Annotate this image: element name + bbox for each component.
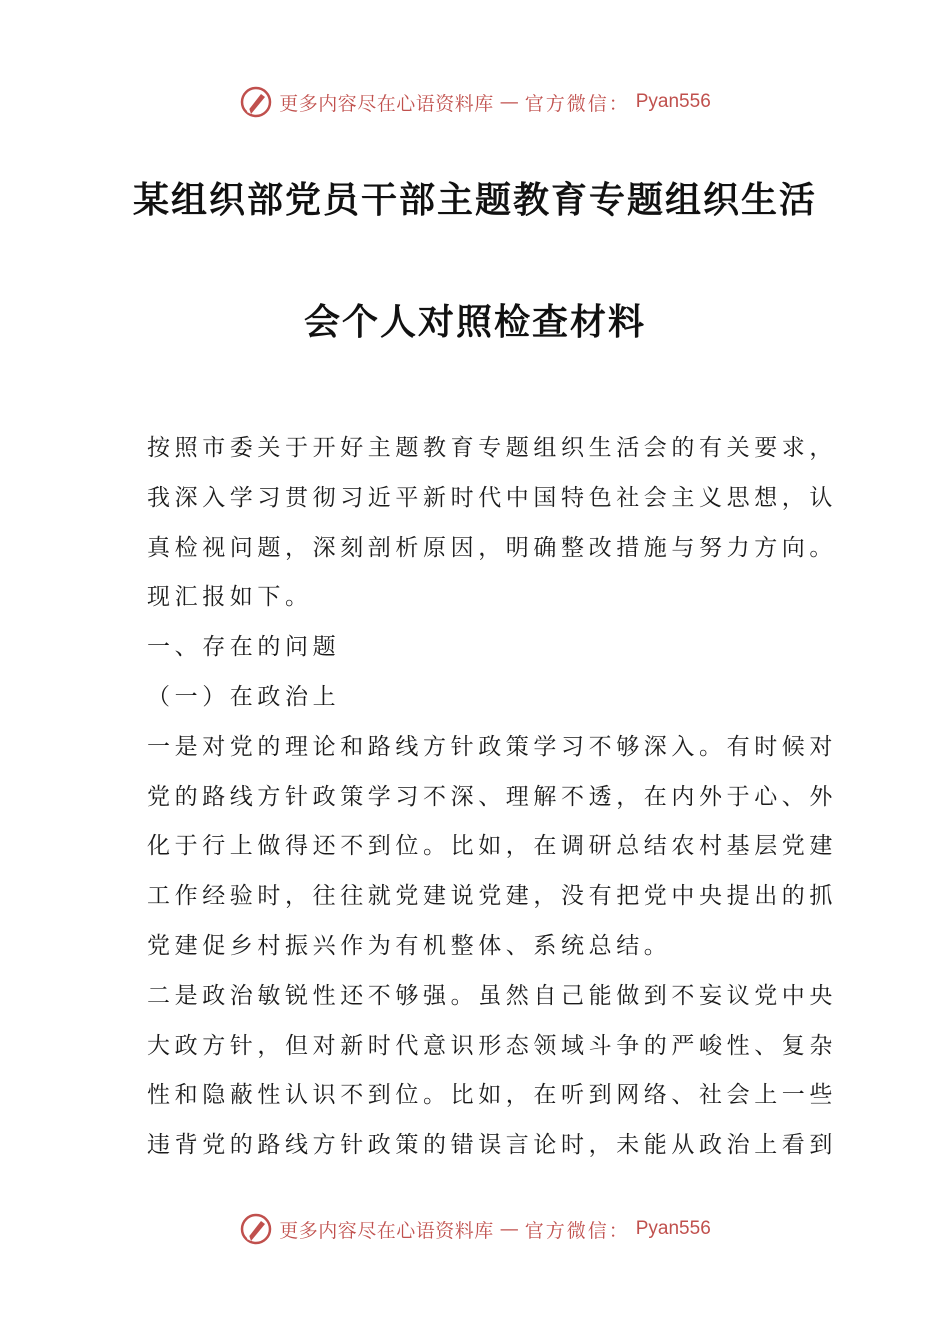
body-line: 大政方针，但对新时代意识形态领域斗争的严峻性、复杂 xyxy=(147,1032,837,1059)
section-heading: 一、存在的问题 xyxy=(147,634,341,661)
banner-wechat-label: 官方微信： xyxy=(524,1219,630,1242)
pen-logo-icon xyxy=(239,85,273,119)
body-line: 化于行上做得还不到位。比如，在调研总结农村基层党建 xyxy=(147,833,837,860)
banner-dash: — xyxy=(499,91,519,113)
body-line: 二是政治敏锐性还不够强。虽然自己能做到不妄议党中央 xyxy=(147,982,837,1009)
document-title-line-2: 会个人对照检查材料 xyxy=(303,301,646,343)
body-line: 真检视问题，深刻剖析原因，明确整改措施与努力方向。 xyxy=(147,534,837,561)
body-line: 违背党的路线方针政策的错误言论时，未能从政治上看到 xyxy=(147,1132,837,1159)
body-line: 性和隐蔽性认识不到位。比如，在听到网络、社会上一些 xyxy=(147,1082,837,1109)
banner-wechat-account: Pyan556 xyxy=(635,1218,711,1239)
document-title-line-1: 某组织部党员干部主题教育专题组织生活 xyxy=(132,179,817,221)
body-line: 按照市委关于开好主题教育专题组织生活会的有关要求， xyxy=(147,435,837,461)
banner-dash: — xyxy=(499,1218,519,1240)
header-banner xyxy=(0,82,950,122)
body-line: 现汇报如下。 xyxy=(147,584,313,611)
banner-site-text: 更多内容尽在心语资料库 xyxy=(279,92,494,115)
document-body xyxy=(147,424,837,1171)
subsection-heading: （一）在政治上 xyxy=(147,683,341,710)
body-line: 工作经验时，往往就党建说党建，没有把党中央提出的抓 xyxy=(147,883,837,910)
footer-banner xyxy=(0,1209,950,1249)
banner-wechat-account: Pyan556 xyxy=(635,91,711,112)
body-line: 党建促乡村振兴作为有机整体、系统总结。 xyxy=(147,932,672,959)
body-line: 一是对党的理论和路线方针政策学习不够深入。有时候对 xyxy=(147,733,837,760)
body-line: 我深入学习贯彻习近平新时代中国特色社会主义思想，认 xyxy=(147,484,837,511)
banner-site-text: 更多内容尽在心语资料库 xyxy=(279,1219,494,1242)
body-line: 党的路线方针政策学习不深、理解不透，在内外于心、外 xyxy=(147,783,837,810)
pen-logo-icon xyxy=(239,1212,273,1246)
banner-wechat-label: 官方微信： xyxy=(524,92,630,115)
